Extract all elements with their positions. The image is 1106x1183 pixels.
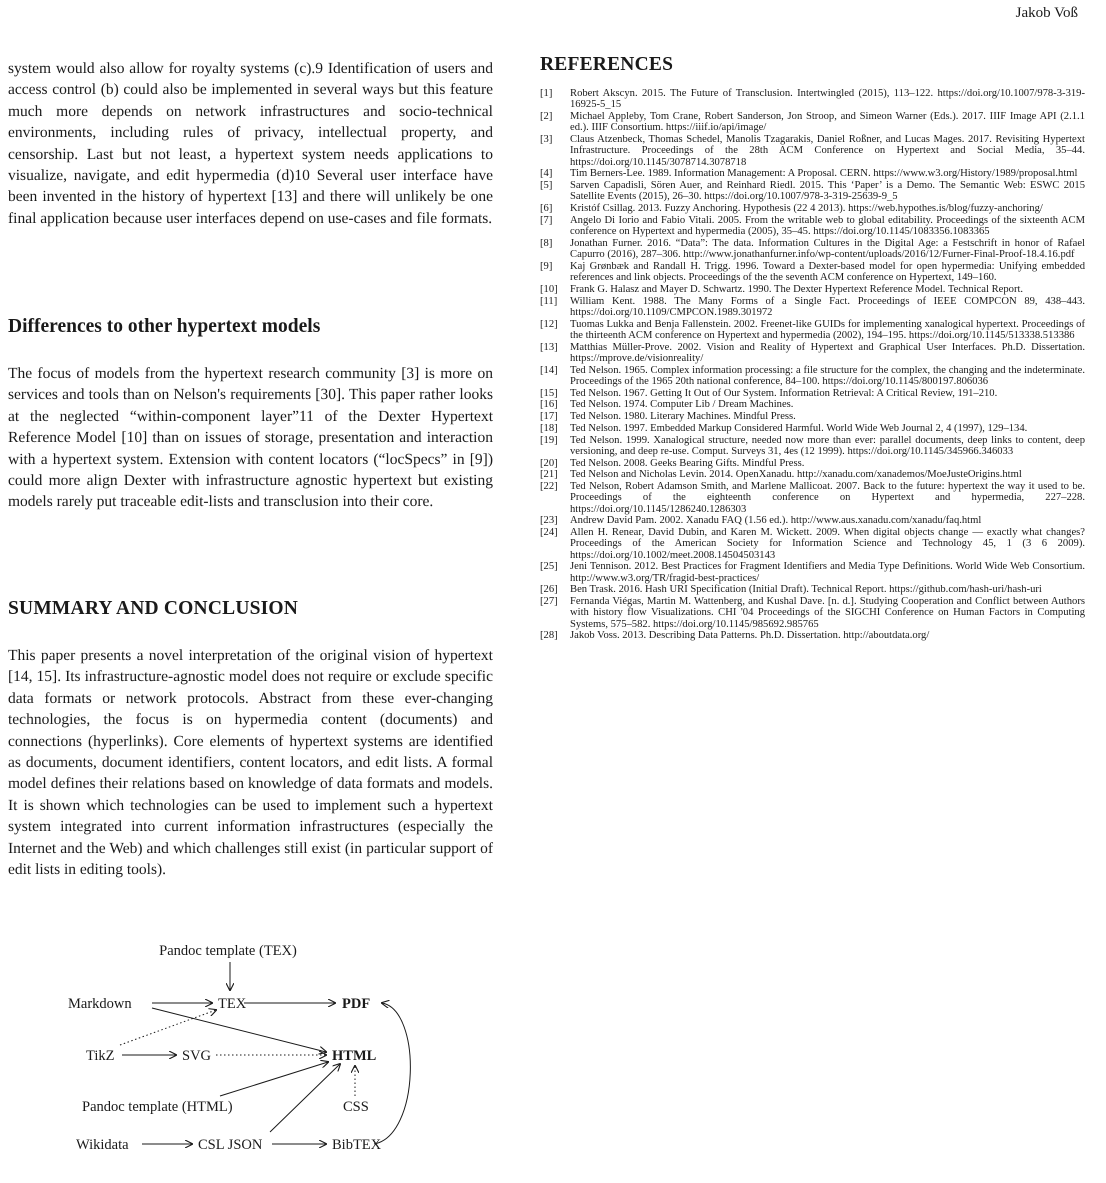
reference-number: [12]: [540, 318, 558, 330]
reference-number: [10]: [540, 283, 558, 295]
reference-item: [540, 527, 1085, 561]
reference-number: [28]: [540, 630, 558, 642]
reference-item: [540, 88, 1085, 111]
node-svg: SVG: [182, 1048, 212, 1064]
reference-number: [5]: [540, 180, 553, 191]
reference-text: Jonathan Furner. 2016. “Data”: The data. Information Cultures in the Digital Age: a Festschrift in honor of Rafael Capurro (2016), 287–306. http://www.jonathanfurner.info/wp-content/uploads/2016/12/Furner-Final-Proof-18.4.16.pdf: [570, 237, 1085, 260]
references-column: [540, 54, 1085, 642]
section-heading-differences: Differences to other hypertext models: [8, 316, 321, 337]
reference-text: Frank G. Halasz and Mayer D. Schwartz. 1990. The Dexter Hypertext Reference Model. Technical Report.: [570, 283, 1024, 295]
reference-number: [9]: [540, 260, 553, 272]
reference-number: [6]: [540, 203, 553, 214]
reference-item: [540, 458, 1085, 469]
reference-item: [540, 561, 1085, 584]
reference-text: Angelo Di Iorio and Fabio Vitali. 2005. From the writable web to global editability. Proceedings of the sixteenth ACM conference on Hypertext and hypermedia (2005), 35–45. https://doi.org/10.1145/1083356.1083365: [570, 214, 1085, 237]
reference-text: Allen H. Renear, David Dubin, and Karen M. Wickett. 2009. When digital objects change — exactly what changes? Proceedings of the American Society for Information Science and Technology 45, 1 (3 6 2009). https://doi.org/10.1002/meet.2008.14504503143: [570, 527, 1085, 561]
reference-text: Sarven Capadisli, Sören Auer, and Reinhard Riedl. 2015. This ‘Paper’ is a Demo. The Semantic Web: ESWC 2015 Satellite Events (2015), 26–30. https://doi.org/10.1007/978-3-319-25639-9_5: [570, 180, 1085, 203]
node-bibtex: BibTEX: [332, 1137, 382, 1153]
references-list: [540, 88, 1085, 642]
reference-number: [24]: [540, 527, 558, 538]
node-markdown: Markdown: [68, 996, 132, 1012]
reference-text: Matthias Müller-Prove. 2002. Vision and Reality of Hypertext and Graphical User Interfaces. Ph.D. Dissertation. https://mprove.de/visionreality/: [570, 341, 1085, 364]
reference-text: Kristóf Csillag. 2013. Fuzzy Anchoring. Hypothesis (22 4 2013). https://web.hypothes.is/blog/fuzzy-anchoring/: [570, 203, 1043, 214]
reference-item: [540, 411, 1085, 422]
reference-item: [540, 630, 1085, 641]
reference-item: [540, 180, 1085, 203]
reference-text: Ted Nelson and Nicholas Levin. 2014. OpenXanadu. http://xanadu.com/xanademos/MoeJusteOrigins.html: [570, 469, 1022, 481]
section-heading-summary: SUMMARY AND CONCLUSION: [8, 598, 299, 619]
edge-tikz-tex: [120, 1010, 216, 1045]
reference-number: [21]: [540, 469, 558, 481]
reference-text: Fernanda Viégas, Martin M. Wattenberg, and Kushal Dave. [n. d.]. Studying Cooperation and Conflict between Authors with history flow Visualizations. CHI '04 Proceedings of the SIGCHI Conference on Human Factors in Computing Systems, 575–582. https://doi.org/10.1145/985692.985765: [570, 596, 1085, 630]
reference-number: [27]: [540, 596, 558, 607]
reference-item: [540, 435, 1085, 458]
reference-text: William Kent. 1988. The Many Forms of a Single Fact. Proceedings of IEEE COMPCON 89, 438–443. https://doi.org/10.1109/CMPCON.1989.301972: [570, 295, 1085, 318]
reference-number: [8]: [540, 237, 553, 249]
reference-item: [540, 342, 1085, 365]
reference-text: Ted Nelson. 1974. Computer Lib / Dream Machines.: [570, 399, 794, 411]
reference-number: [22]: [540, 481, 558, 492]
reference-text: Ted Nelson, Robert Adamson Smith, and Marlene Mallicoat. 2007. Back to the future: hypertext the way it used to be. Proceedings of the eighteenth conference on Hypertext and hypermedia, 227–228. https://doi.org/10.1145/1286240.1286303: [570, 481, 1085, 515]
edge-bibtex-pdf: [374, 1003, 410, 1144]
reference-text: Ted Nelson. 1980. Literary Machines. Mindful Press.: [570, 411, 796, 422]
reference-text: Jakob Voss. 2013. Describing Data Patterns. Ph.D. Dissertation. http://aboutdata.org/: [570, 630, 930, 642]
reference-text: Ben Trask. 2016. Hash URI Specification (Initial Draft). Technical Report. https://github.com/hash-uri/hash-uri: [570, 584, 1042, 596]
reference-number: [2]: [540, 111, 553, 122]
reference-text: Claus Atzenbeck, Thomas Schedel, Manolis Tzagarakis, Daniel Roßner, and Lucas Mages. 2017. Revisiting Hypertext Infrastructure. Proceedings of the 28th ACM Conference on Hypertext and Social Media, 35–44. https://doi.org/10.1145/3078714.3078718: [570, 134, 1085, 168]
node-pandoc-tex: Pandoc template (TEX): [159, 943, 297, 959]
reference-text: Jeni Tennison. 2012. Best Practices for Fragment Identifiers and Media Type Definitions. World Wide Web Consortium. http://www.w3.org/TR/fragid-best-practices/: [570, 561, 1085, 584]
reference-number: [19]: [540, 434, 558, 446]
reference-number: [23]: [540, 515, 558, 527]
reference-item: [540, 261, 1085, 284]
node-wikidata: Wikidata: [76, 1137, 129, 1153]
reference-text: Ted Nelson. 1999. Xanalogical structure, needed now more than ever: parallel documents, deep links to content, deep versioning, and deep re-use. Comput. Surveys 31, 4es (12 1999). https://doi.org/10.1145/345966.346033: [570, 434, 1085, 457]
node-css: CSS: [343, 1099, 369, 1115]
reference-item: [540, 399, 1085, 410]
reference-number: [14]: [540, 364, 558, 376]
reference-item: [540, 296, 1085, 319]
reference-number: [20]: [540, 457, 558, 469]
reference-item: [540, 469, 1085, 480]
reference-number: [4]: [540, 168, 553, 180]
body-paragraph-summary: This paper presents a novel interpretation of the original vision of hypertext [14, 15]. Its infrastructure-agnostic model does not require or exclude specific data formats or network protocols. Abstract from these ever-changing technologies, the focus is on hypermedia content (documents) and connections (hyperlinks). Core elements of hypertext systems are identified as documents, document identifiers, content locators, and edit lists. A formal model defines their relations based on knowledge of data formats and models. It is shown which technologies can be used to implement such a hypertext system integrated into current information infrastructures (especially the Internet and the Web) and which challenges still exist (in particular support of edit lists in editing tools).: [8, 647, 493, 879]
reference-item: [540, 203, 1085, 214]
reference-number: [13]: [540, 341, 558, 353]
reference-number: [11]: [540, 295, 558, 307]
toolchain-diagram: [60, 940, 460, 1170]
reference-number: [25]: [540, 561, 558, 573]
reference-item: [540, 284, 1085, 295]
reference-number: [3]: [540, 134, 553, 145]
reference-number: [7]: [540, 214, 553, 226]
reference-item: [540, 388, 1085, 399]
reference-text: Kaj Grønbæk and Randall H. Trigg. 1996. Toward a Dexter-based model for open hypermedia: Unifying embedded references and link objects. Proceedings of the the seventh ACM conference on Hypertext, 149–160.: [570, 260, 1085, 283]
reference-item: [540, 168, 1085, 179]
reference-item: [540, 134, 1085, 168]
reference-number: [18]: [540, 422, 558, 434]
reference-text: Ted Nelson. 1997. Embedded Markup Considered Harmful. World Wide Web Journal 2, 4 (1997), 129–134.: [570, 422, 1028, 434]
reference-item: [540, 111, 1085, 134]
node-pandoc-html: Pandoc template (HTML): [82, 1099, 233, 1115]
reference-text: Ted Nelson. 1965. Complex information processing: a file structure for the complex, the changing and the indeterminate. Proceedings of the 1965 20th national conference, 84–100. https://doi.org/10.1145/800197.806036: [570, 364, 1085, 387]
edge-markdown-html: [152, 1008, 326, 1052]
reference-number: [16]: [540, 399, 558, 411]
body-paragraph-differences: The focus of models from the hypertext research community [3] is more on services and tools than on Nelson's requirements [30]. This paper rather looks at the neglected “within-component layer”11 of the Dexter Hypertext Reference Model [10] than on issues of storage, presentation and interaction with a hypertext system. Extension with content locators (“locSpecs” in [9]) could more align Dexter with infrastructure agnostic hypertext but existing models rarely put traceable edit-lists and transclusion into their core.: [8, 365, 493, 511]
reference-item: [540, 238, 1085, 261]
reference-number: [1]: [540, 88, 553, 99]
reference-text: Tim Berners-Lee. 1989. Information Management: A Proposal. CERN. https://www.w3.org/History/1989/proposal.html: [570, 168, 1078, 180]
reference-item: [540, 596, 1085, 630]
reference-item: [540, 215, 1085, 238]
reference-text: Michael Appleby, Tom Crane, Robert Sanderson, Jon Stroop, and Simeon Warner (Eds.). 2017. IIIF Image API (2.1.1 ed.). IIIF Consortium. https://iiif.io/api/image/: [570, 111, 1085, 134]
reference-item: [540, 481, 1085, 515]
reference-text: Ted Nelson. 1967. Getting It Out of Our System. Information Retrieval: A Critical Review, 191–210.: [570, 387, 998, 399]
reference-item: [540, 584, 1085, 595]
node-html: HTML: [332, 1048, 377, 1064]
edge-csljson-html: [270, 1064, 340, 1132]
node-pdf: PDF: [342, 996, 371, 1012]
node-tex: TEX: [218, 996, 247, 1012]
body-paragraph-intro: system would also allow for royalty systems (c).9 Identification of users and access control (b) could also be implemented in several ways but this feature much more depends on network infrastructures and socio-technical environments, including rules of privacy, intellectual property, and censorship. Last but not least, a hypertext system needs applications to visualize, navigate, and edit hypermedia (d)10 Several user interface have been invented in the history of hypertext [13] and there will unlikely be one final application because user interfaces depend on use-cases and file formats.: [8, 60, 493, 227]
reference-item: [540, 365, 1085, 388]
reference-number: [15]: [540, 387, 558, 399]
reference-text: Andrew David Pam. 2002. Xanadu FAQ (1.56 ed.). http://www.aus.xanadu.com/xanadu/faq.html: [570, 515, 982, 527]
reference-item: [540, 515, 1085, 526]
running-header-author: Jakob Voß: [1015, 5, 1078, 21]
node-csl-json: CSL JSON: [198, 1137, 263, 1153]
reference-text: Robert Akscyn. 2015. The Future of Transclusion. Intertwingled (2015), 113–122. https://doi.org/10.1007/978-3-319-16925-5_15: [570, 88, 1085, 111]
reference-text: Ted Nelson. 2008. Geeks Bearing Gifts. Mindful Press.: [570, 457, 805, 469]
reference-text: Tuomas Lukka and Benja Fallenstein. 2002. Freenet-like GUIDs for implementing xanalogical hypertext. Proceedings of the thirteenth ACM conference on Hypertext and hypermedia (2002), 194–195. https://doi.org/10.1145/513338.513386: [570, 318, 1085, 341]
references-heading: REFERENCES: [540, 54, 674, 75]
reference-number: [26]: [540, 584, 558, 596]
reference-item: [540, 423, 1085, 434]
node-tikz: TikZ: [86, 1048, 115, 1064]
reference-item: [540, 319, 1085, 342]
reference-number: [17]: [540, 411, 558, 422]
